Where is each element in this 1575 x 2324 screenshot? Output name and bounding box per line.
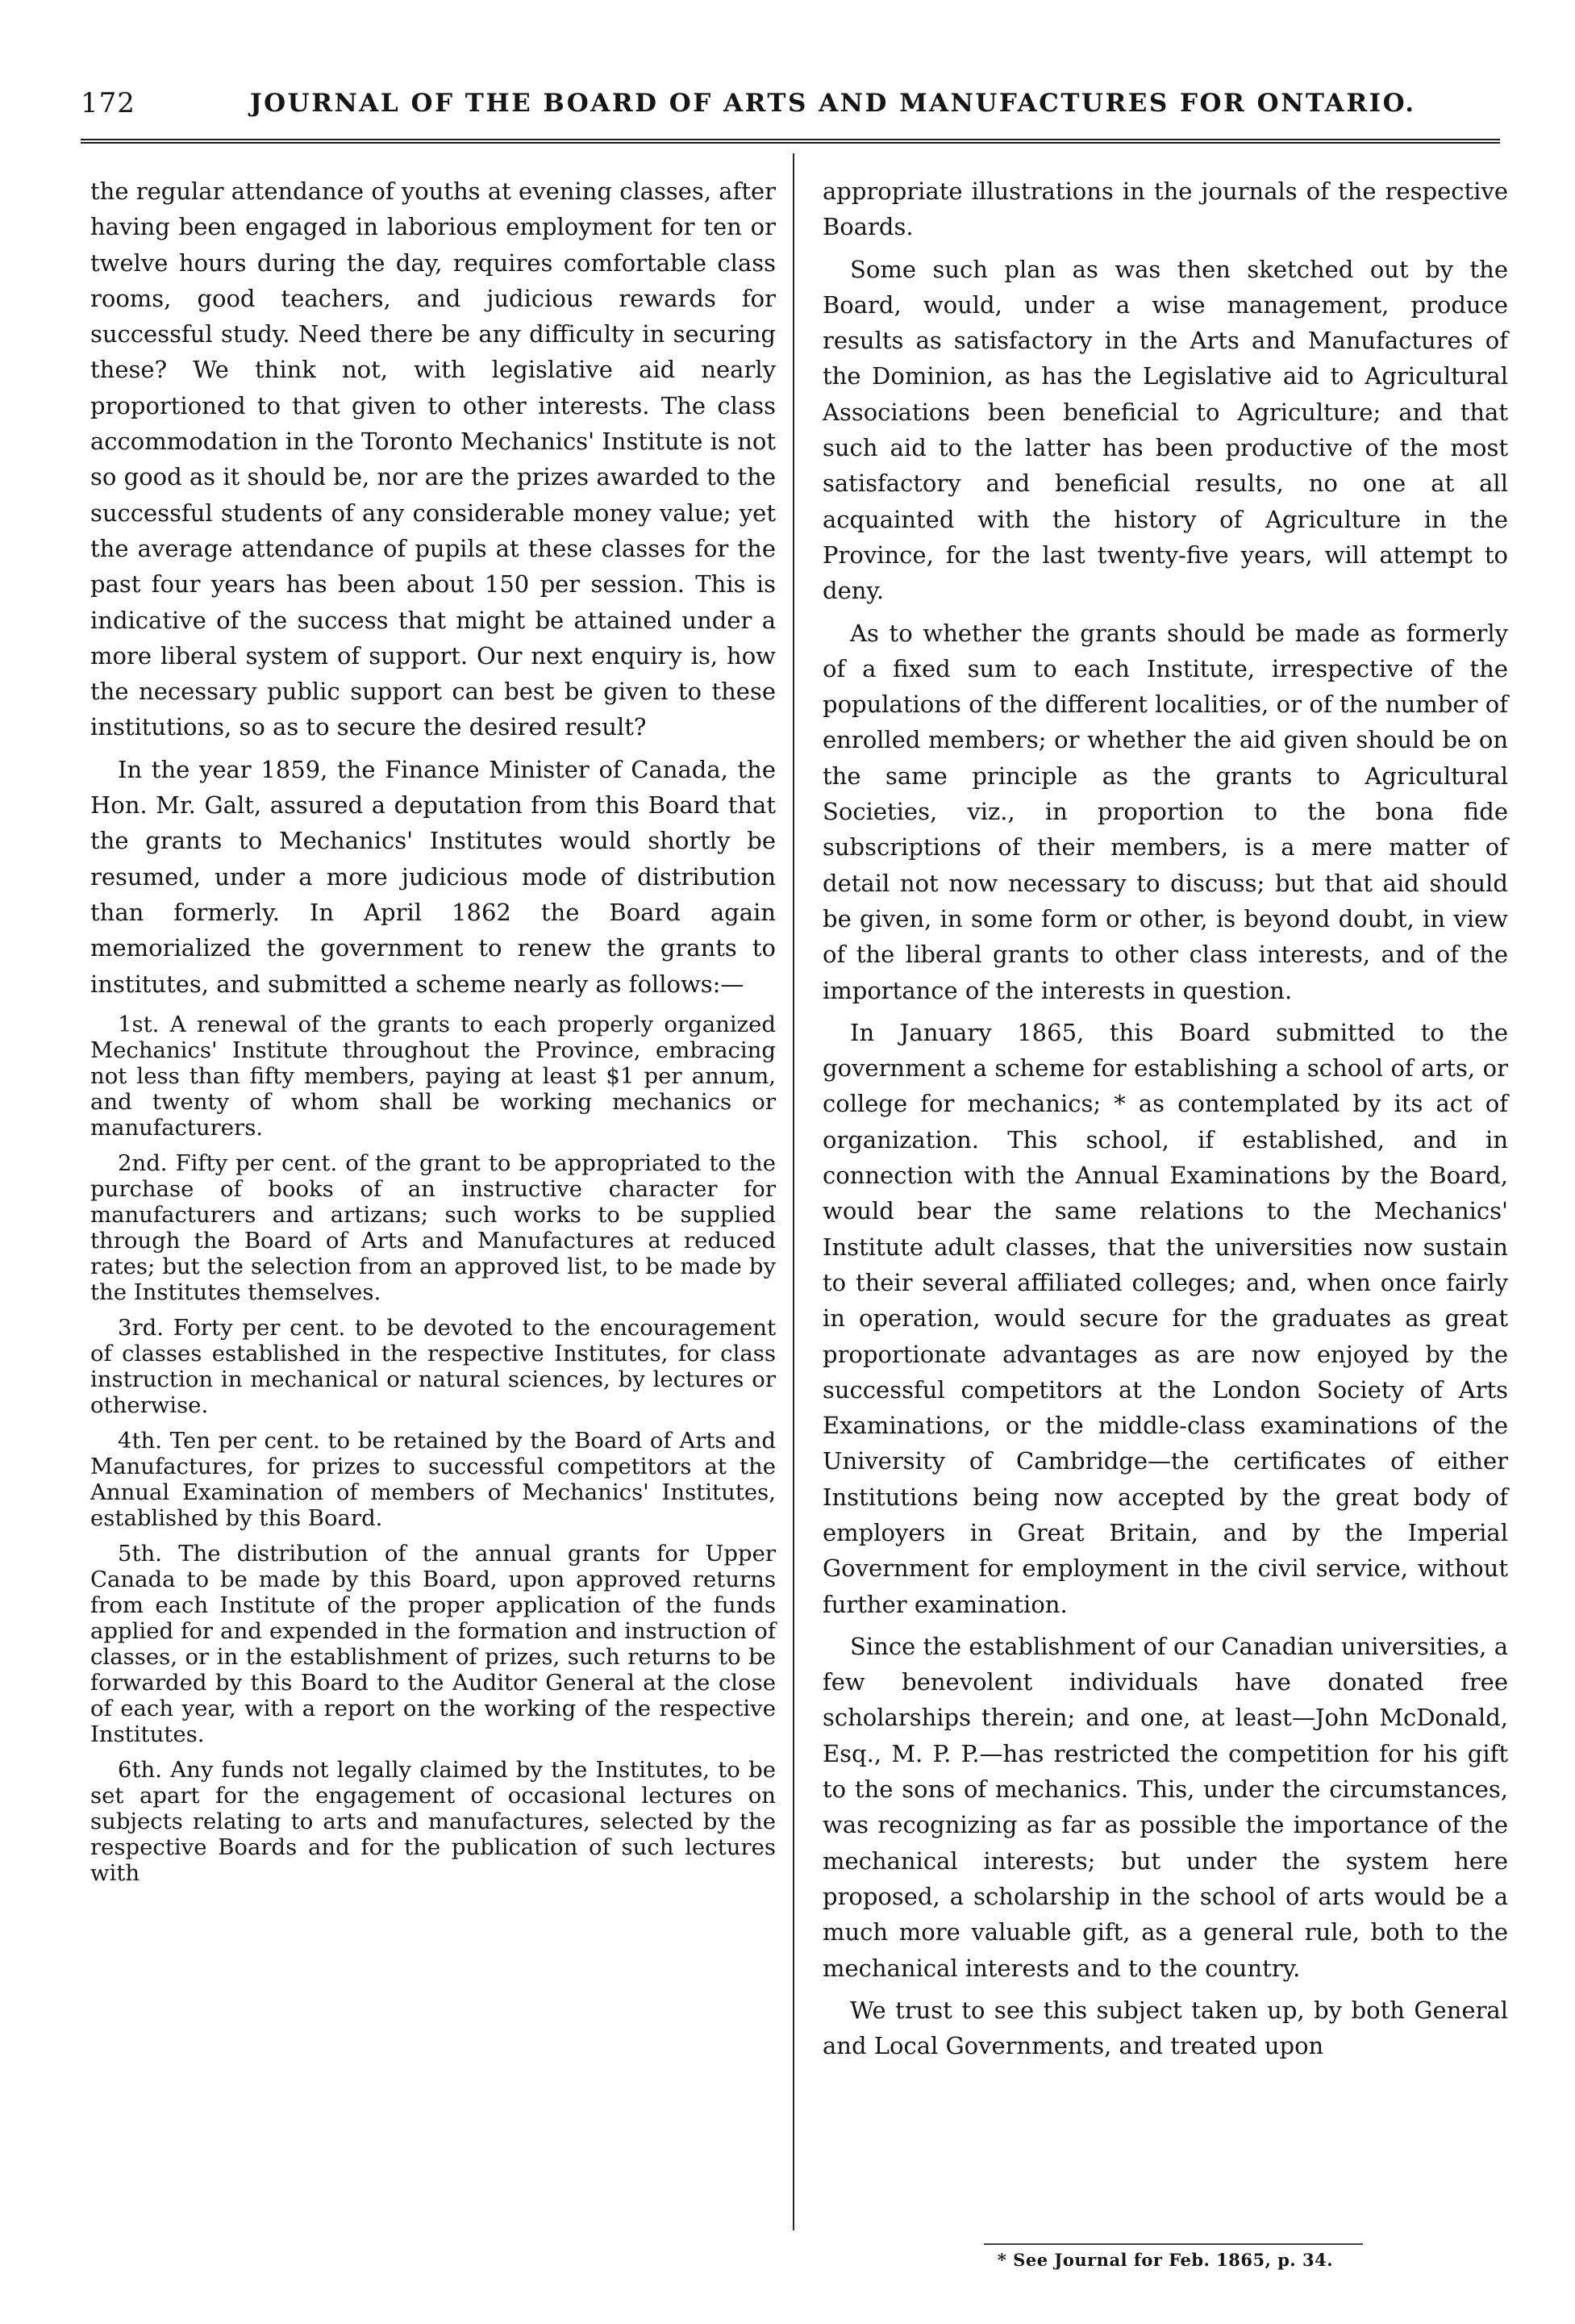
paragraph: As to whether the grants should be made as formerly of a fixed sum to each Institute, irrespective of the populations of the different localities, or of the number of enrolled members; or whether the aid given should be on the same principle as the grants to Agricultural Societies, viz., in proportion to the bona fide subscriptions of their members, is a mere matter of detail not now necessary to discuss; but that aid should be given, in some form or other, is beyond doubt, in view of the liberal grants to other class interests, and of the importance of the interests in question. bbox=[823, 619, 1508, 1004]
paragraph: In the year 1859, the Finance Minister of Canada, the Hon. Mr. Galt, assured a deputation from this Board that the grants to Mechanics' Institutes would shortly be resumed, under a more judicious mode of distribution than formerly. In April 1862 the Board again memorialized the government to renew the grants to institutes, and submitted a scheme nearly as follows:— bbox=[90, 755, 776, 998]
list-item: 5th. The distribution of the annual grants for Upper Canada to be made by this Board, upon approved returns from each Institute of the proper application of the funds applied for and expended in the formation and instruction of classes, or in the establishment of prizes, such returns to be forwarded by this Board to the Auditor General at the close of each year, with a report on the working of the respective Institutes. bbox=[90, 1540, 776, 1747]
paragraph: Some such plan as was then sketched out by the Board, would, under a wise management, produce results as satisfactory in the Arts and Manufactures of the Dominion, as has the Legislative aid to Agricultural Associations been beneficial to Agriculture; and that such aid to the latter has been productive of the most satisfactory and beneficial results, no one at all acquainted with the history of Agriculture in the Province, for the last twenty-five years, will attempt to deny. bbox=[823, 255, 1508, 605]
paragraph: the regular attendance of youths at evening classes, after having been engaged in laborious employment for ten or twelve hours during the day, requires comfortable class rooms, good teachers, and judicious rewards for successful study. Need there be any difficulty in securing these? We think not, with legislative aid nearly proportioned to that given to other interests. The class accommodation in the Toronto Mechanics' Institute is not so good as it should be, nor are the prizes awarded to the successful students of any considerable money value; yet the average attendance of pupils at these classes for the past four years has been about 150 per session. This is indicative of the success that might be attained under a more liberal system of support. Our next enquiry is, how the necessary public support can best be given to these institutions, so as to secure the desired result? bbox=[90, 177, 776, 741]
footnote: * See Journal for Feb. 1865, p. 34. bbox=[997, 2250, 1334, 2270]
paragraph: We trust to see this subject taken up, by both General and Local Governments, and treated upon bbox=[823, 1996, 1508, 2060]
paragraph: In January 1865, this Board submitted to the government a scheme for establishing a school of arts, or college for mechanics; * as contemplated by its act of organization. This school, if established, and in connection with the Annual Examinations by the Board, would bear the same relations to the Mechanics' Institute adult classes, that the universities now sustain to their several affiliated colleges; and, when once fairly in operation, would secure for the graduates as great proportionate advantages as are now enjoyed by the successful competitors at the London Society of Arts Examinations, or the middle-class examinations of the University of Cambridge—the certificates of either Institutions being now accepted by the great body of employers in Great Britain, and by the Imperial Government for employment in the civil service, without further examination. bbox=[823, 1018, 1508, 1618]
list-item: 6th. Any funds not legally claimed by the Institutes, to be set apart for the engagement of occasional lectures on subjects relating to arts and manufactures, selected by the respective Boards and for the publication of such lectures with bbox=[90, 1756, 776, 1886]
column-divider bbox=[793, 153, 794, 2230]
list-item: 4th. Ten per cent. to be retained by the Board of Arts and Manufactures, for prizes to successful competitors at the Annual Examination of members of Mechanics' Institutes, established by this Board. bbox=[90, 1427, 776, 1531]
footnote-rule bbox=[984, 2243, 1363, 2245]
list-item: 1st. A renewal of the grants to each properly organized Mechanics' Institute throughout the Province, embracing not less than fifty members, paying at least $1 per annum, and twenty of whom shall be working mechanics or manufacturers. bbox=[90, 1011, 776, 1141]
page-number: 172 bbox=[81, 87, 135, 119]
right-column bbox=[823, 173, 1508, 2063]
list-item: 2nd. Fifty per cent. of the grant to be appropriated to the purchase of books of an instructive character for manufacturers and artizans; such works to be supplied through the Board of Arts and Manufactures at reduced rates; but the selection from an approved list, to be made by the Institutes themselves. bbox=[90, 1149, 776, 1305]
paragraph: appropriate illustrations in the journals of the respective Boards. bbox=[823, 177, 1508, 241]
left-column bbox=[90, 173, 776, 1886]
running-title: JOURNAL OF THE BOARD OF ARTS AND MANUFACTURES FOR ONTARIO. bbox=[250, 89, 1416, 118]
page-header bbox=[81, 87, 1500, 136]
paragraph: Since the establishment of our Canadian universities, a few benevolent individuals have donated free scholarships therein; and one, at least—John McDonald, Esq., M. P. P.—has restricted the competition for his gift to the sons of mechanics. This, under the circumstances, was recognizing as far as possible the importance of the mechanical interests; but under the system here proposed, a scholarship in the school of arts would be a much more valuable gift, as a general rule, both to the mechanical interests and to the country. bbox=[823, 1632, 1508, 1982]
header-rule bbox=[81, 139, 1500, 144]
list-item: 3rd. Forty per cent. to be devoted to the encouragement of classes established in the respective Institutes, for class instruction in mechanical or natural sciences, by lectures or otherwise. bbox=[90, 1314, 776, 1418]
